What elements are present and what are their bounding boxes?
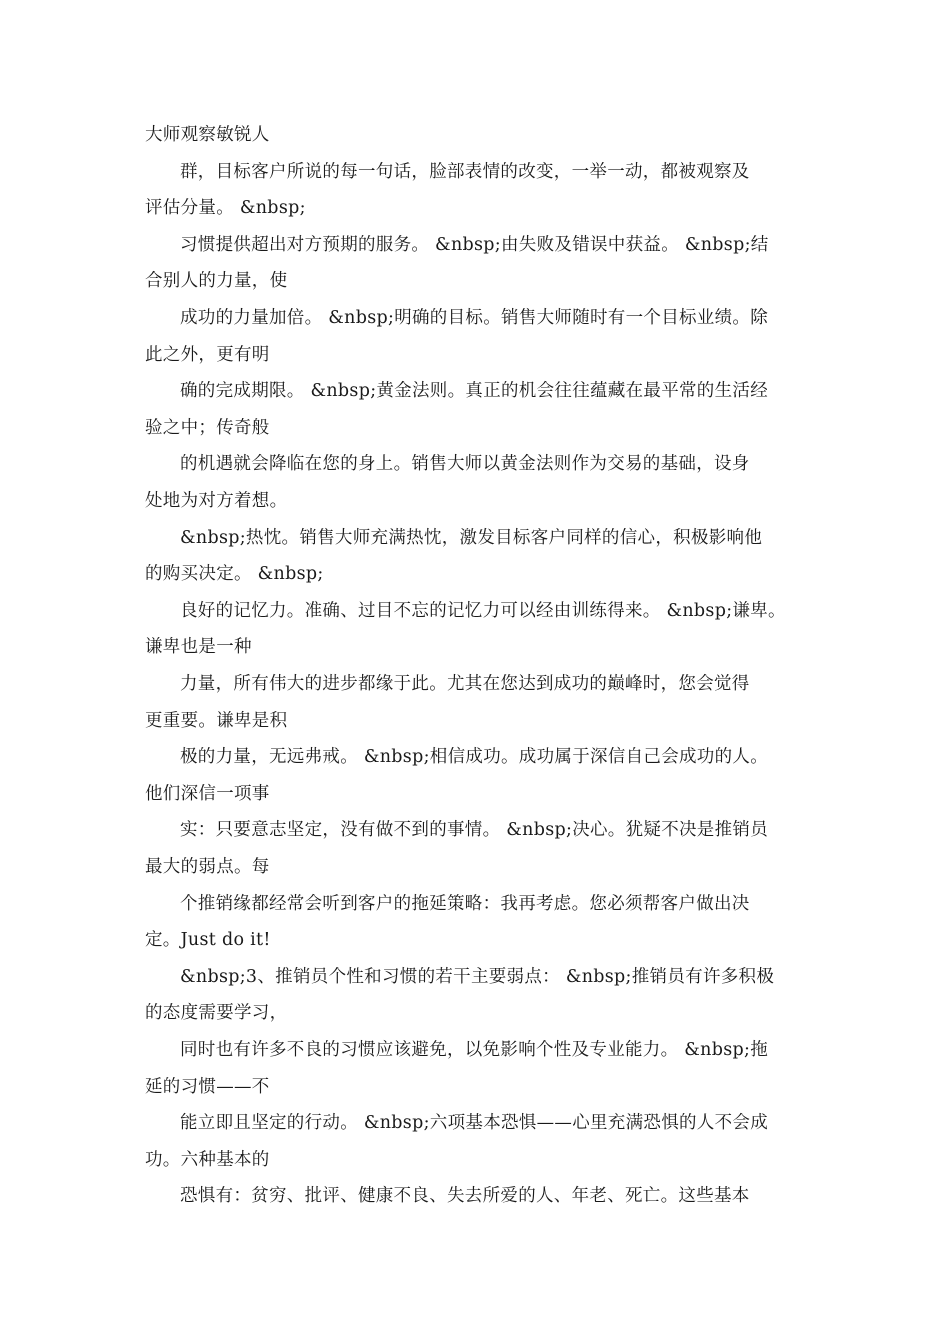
text-line: &nbsp;3、推销员个性和习惯的若干主要弱点： &nbsp;推销员有许多积极: [180, 967, 775, 987]
text-line: 确的完成期限。 &nbsp;黄金法则。真正的机会往往蕴藏在最平常的生活经: [180, 381, 768, 401]
text-line: 良好的记忆力。准确、过目不忘的记忆力可以经由训练得来。 &nbsp;谦卑。: [180, 601, 786, 621]
text-line: 验之中；传奇般: [145, 418, 270, 438]
text-line: 最大的弱点。每: [145, 857, 270, 877]
text-line: 同时也有许多不良的习惯应该避免，以免影响个性及专业能力。 &nbsp;拖: [180, 1040, 768, 1060]
text-line: 的态度需要学习，: [145, 1003, 288, 1023]
text-line: 个推销缘都经常会听到客户的拖延策略：我再考虑。您必须帮客户做出决: [180, 894, 750, 914]
text-line: 的机遇就会降临在您的身上。销售大师以黄金法则作为交易的基础，设身: [180, 454, 750, 474]
text-line: 能立即且坚定的行动。 &nbsp;六项基本恐惧——心里充满恐惧的人不会成: [180, 1113, 768, 1133]
text-line: 成功的力量加倍。 &nbsp;明确的目标。销售大师随时有一个目标业绩。除: [180, 308, 768, 328]
text-line: 极的力量，无远弗戒。 &nbsp;相信成功。成功属于深信自己会成功的人。: [180, 747, 768, 767]
text-line: 更重要。谦卑是积: [145, 711, 288, 731]
text-line: 此之外，更有明: [145, 345, 270, 365]
text-line: 谦卑也是一种: [145, 637, 252, 657]
text-line: 大师观察敏锐人: [145, 125, 270, 145]
text-line: 恐惧有：贫穷、批评、健康不良、失去所爱的人、年老、死亡。这些基本: [180, 1186, 750, 1206]
text-line: 定。Just do it!: [145, 930, 271, 950]
text-line: 延的习惯——不: [145, 1077, 270, 1097]
text-line: 合别人的力量，使: [145, 271, 288, 291]
text-line: 实：只要意志坚定，没有做不到的事情。 &nbsp;决心。犹疑不决是推销员: [180, 820, 768, 840]
text-line: 的购买决定。 &nbsp;: [145, 564, 324, 584]
text-line: 力量，所有伟大的进步都缘于此。尤其在您达到成功的巅峰时，您会觉得: [180, 674, 750, 694]
text-line: 他们深信一项事: [145, 784, 270, 804]
text-line: 群，目标客户所说的每一句话，脸部表情的改变，一举一动，都被观察及: [180, 162, 750, 182]
text-line: 功。六种基本的: [145, 1150, 270, 1170]
text-line: 评估分量。 &nbsp;: [145, 198, 306, 218]
text-line: 习惯提供超出对方预期的服务。 &nbsp;由失败及错误中获益。 &nbsp;结: [180, 235, 769, 255]
text-line: &nbsp;热忱。销售大师充满热忱，激发目标客户同样的信心，积极影响他: [180, 528, 763, 548]
text-line: 处地为对方着想。: [145, 491, 288, 511]
